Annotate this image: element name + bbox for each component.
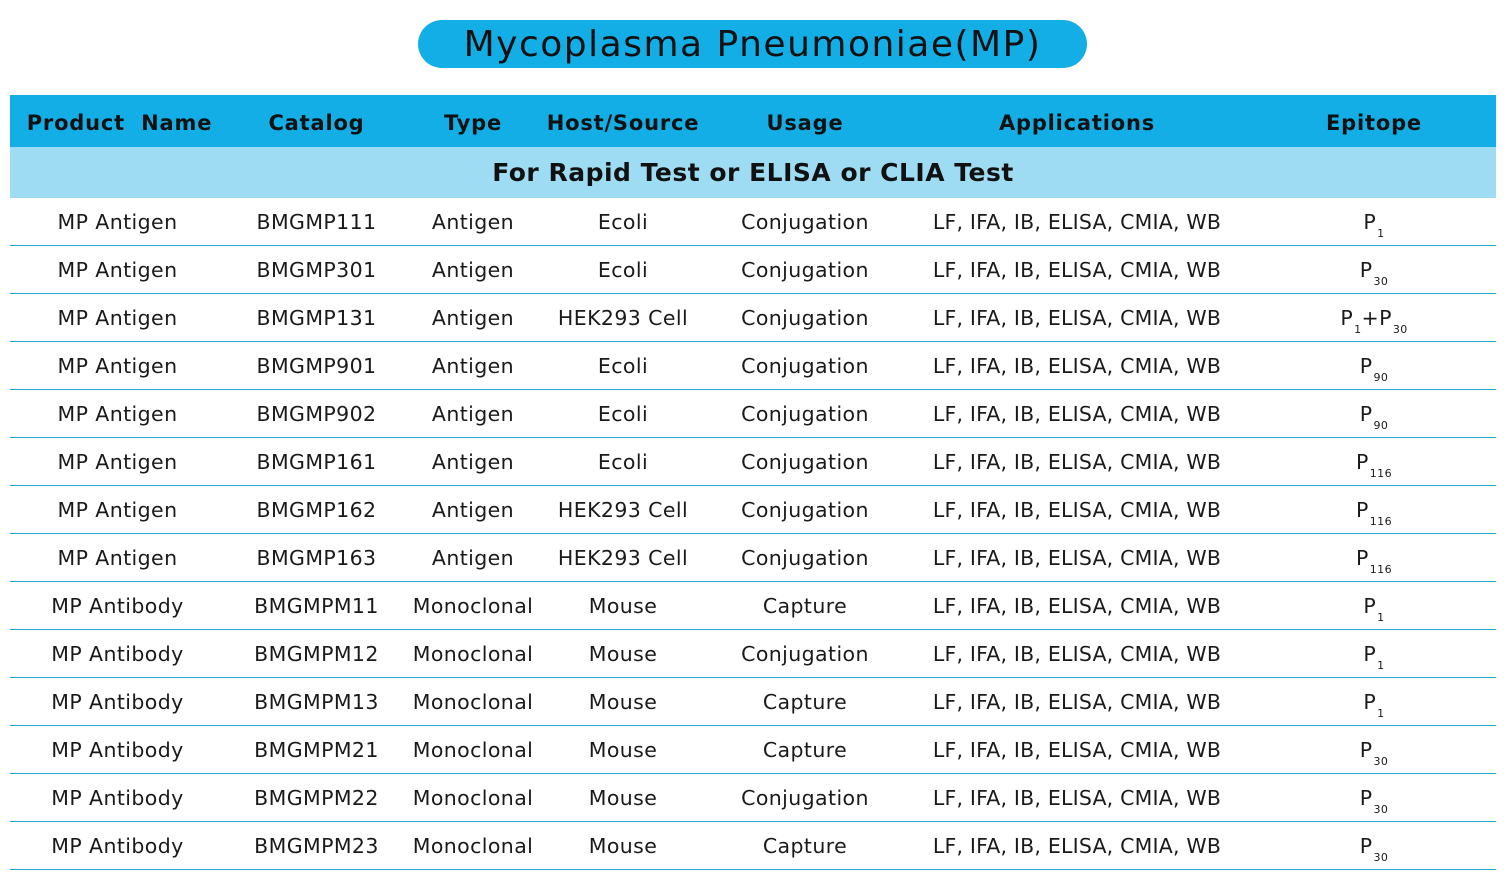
epitope-cell xyxy=(1252,630,1496,678)
catalog-cell: BMGMP301 xyxy=(225,246,408,294)
epitope-cell xyxy=(1252,726,1496,774)
catalog-cell: BMGMPM23 xyxy=(225,822,408,870)
epitope-base: P xyxy=(1359,353,1373,378)
catalog-cell: BMGMP111 xyxy=(225,198,408,246)
product-name-cell: MP Antigen xyxy=(10,534,225,582)
epitope-cell xyxy=(1252,342,1496,390)
applications-cell: LF, IFA, IB, ELISA, CMIA, WB xyxy=(902,678,1252,726)
table-row xyxy=(10,342,1496,390)
epitope-cell xyxy=(1252,486,1496,534)
table-row xyxy=(10,486,1496,534)
usage-cell: Conjugation xyxy=(708,534,902,582)
epitope-cell xyxy=(1252,678,1496,726)
page-title: Mycoplasma Pneumoniae(MP) xyxy=(418,20,1087,68)
product-table xyxy=(10,95,1496,870)
usage-cell: Conjugation xyxy=(708,294,902,342)
type-cell: Monoclonal xyxy=(408,822,538,870)
epitope-base: P xyxy=(1363,593,1377,618)
epitope-cell xyxy=(1252,198,1496,246)
table-row xyxy=(10,246,1496,294)
usage-cell: Capture xyxy=(708,582,902,630)
catalog-cell: BMGMP901 xyxy=(225,342,408,390)
table-row xyxy=(10,390,1496,438)
type-cell: Antigen xyxy=(408,390,538,438)
epitope-base: P xyxy=(1363,641,1377,666)
applications-cell: LF, IFA, IB, ELISA, CMIA, WB xyxy=(902,198,1252,246)
epitope-subscript: 90 xyxy=(1373,370,1389,384)
catalog-cell: BMGMP131 xyxy=(225,294,408,342)
host-source-cell: HEK293 Cell xyxy=(538,294,708,342)
table-row xyxy=(10,582,1496,630)
epitope-cell xyxy=(1252,438,1496,486)
epitope-base: P xyxy=(1363,689,1377,714)
product-name-cell: MP Antibody xyxy=(10,822,225,870)
epitope-subscript: 1 xyxy=(1377,610,1385,624)
table-row xyxy=(10,534,1496,582)
table-row xyxy=(10,822,1496,870)
applications-cell: LF, IFA, IB, ELISA, CMIA, WB xyxy=(902,582,1252,630)
epitope-base: P xyxy=(1359,785,1373,810)
epitope-base: P xyxy=(1359,401,1373,426)
catalog-cell: BMGMP161 xyxy=(225,438,408,486)
applications-cell: LF, IFA, IB, ELISA, CMIA, WB xyxy=(902,486,1252,534)
table-header-row xyxy=(10,95,1496,147)
catalog-cell: BMGMPM22 xyxy=(225,774,408,822)
host-source-cell: Ecoli xyxy=(538,438,708,486)
host-source-cell: Mouse xyxy=(538,822,708,870)
column-header-epitope: Epitope xyxy=(1252,95,1496,147)
table-row xyxy=(10,294,1496,342)
epitope-base: P xyxy=(1363,209,1377,234)
applications-cell: LF, IFA, IB, ELISA, CMIA, WB xyxy=(902,246,1252,294)
product-name-cell: MP Antigen xyxy=(10,486,225,534)
usage-cell: Capture xyxy=(708,726,902,774)
host-source-cell: Mouse xyxy=(538,582,708,630)
type-cell: Antigen xyxy=(408,198,538,246)
epitope-base: P xyxy=(1359,833,1373,858)
usage-cell: Capture xyxy=(708,678,902,726)
epitope-cell xyxy=(1252,246,1496,294)
usage-cell: Conjugation xyxy=(708,630,902,678)
product-name-cell: MP Antigen xyxy=(10,246,225,294)
column-header-applications: Applications xyxy=(902,95,1252,147)
type-cell: Antigen xyxy=(408,294,538,342)
host-source-cell: Ecoli xyxy=(538,390,708,438)
catalog-cell: BMGMPM11 xyxy=(225,582,408,630)
type-cell: Antigen xyxy=(408,486,538,534)
usage-cell: Conjugation xyxy=(708,438,902,486)
section-label: For Rapid Test or ELISA or CLIA Test xyxy=(10,147,1496,198)
type-cell: Antigen xyxy=(408,534,538,582)
epitope-subscript: 90 xyxy=(1373,418,1389,432)
epitope-subscript: 30 xyxy=(1373,802,1389,816)
epitope-cell xyxy=(1252,294,1496,342)
host-source-cell: Ecoli xyxy=(538,198,708,246)
catalog-cell: BMGMPM13 xyxy=(225,678,408,726)
epitope-subscript: 30 xyxy=(1373,274,1389,288)
product-name-cell: MP Antigen xyxy=(10,198,225,246)
epitope-subscript: 30 xyxy=(1373,754,1389,768)
epitope-base: P xyxy=(1359,257,1373,282)
type-cell: Monoclonal xyxy=(408,726,538,774)
epitope-cell xyxy=(1252,822,1496,870)
product-name-cell: MP Antibody xyxy=(10,582,225,630)
catalog-cell: BMGMPM21 xyxy=(225,726,408,774)
applications-cell: LF, IFA, IB, ELISA, CMIA, WB xyxy=(902,438,1252,486)
product-name-cell: MP Antibody xyxy=(10,678,225,726)
applications-cell: LF, IFA, IB, ELISA, CMIA, WB xyxy=(902,294,1252,342)
usage-cell: Conjugation xyxy=(708,486,902,534)
catalog-cell: BMGMPM12 xyxy=(225,630,408,678)
table-row xyxy=(10,774,1496,822)
table-row xyxy=(10,198,1496,246)
epitope-base: +P xyxy=(1361,305,1392,330)
table-row xyxy=(10,438,1496,486)
type-cell: Monoclonal xyxy=(408,582,538,630)
epitope-subscript: 1 xyxy=(1377,658,1385,672)
type-cell: Monoclonal xyxy=(408,774,538,822)
type-cell: Antigen xyxy=(408,438,538,486)
epitope-base: P xyxy=(1340,305,1354,330)
epitope-subscript: 116 xyxy=(1369,466,1392,480)
applications-cell: LF, IFA, IB, ELISA, CMIA, WB xyxy=(902,726,1252,774)
epitope-base: P xyxy=(1356,449,1369,474)
applications-cell: LF, IFA, IB, ELISA, CMIA, WB xyxy=(902,390,1252,438)
usage-cell: Conjugation xyxy=(708,774,902,822)
epitope-subscript: 1 xyxy=(1377,706,1385,720)
column-header-product-name: Product Name xyxy=(10,95,225,147)
epitope-cell xyxy=(1252,534,1496,582)
host-source-cell: Ecoli xyxy=(538,246,708,294)
type-cell: Monoclonal xyxy=(408,678,538,726)
host-source-cell: Ecoli xyxy=(538,342,708,390)
epitope-subscript: 30 xyxy=(1392,322,1408,336)
column-header-usage: Usage xyxy=(708,95,902,147)
usage-cell: Conjugation xyxy=(708,246,902,294)
applications-cell: LF, IFA, IB, ELISA, CMIA, WB xyxy=(902,774,1252,822)
epitope-base: P xyxy=(1356,497,1369,522)
epitope-subscript: 30 xyxy=(1373,850,1389,864)
product-name-cell: MP Antigen xyxy=(10,390,225,438)
epitope-subscript: 116 xyxy=(1369,562,1392,576)
host-source-cell: Mouse xyxy=(538,774,708,822)
catalog-cell: BMGMP163 xyxy=(225,534,408,582)
catalog-cell: BMGMP162 xyxy=(225,486,408,534)
product-name-cell: MP Antigen xyxy=(10,294,225,342)
column-header-type: Type xyxy=(408,95,538,147)
applications-cell: LF, IFA, IB, ELISA, CMIA, WB xyxy=(902,342,1252,390)
epitope-subscript: 116 xyxy=(1369,514,1392,528)
type-cell: Antigen xyxy=(408,246,538,294)
host-source-cell: Mouse xyxy=(538,726,708,774)
host-source-cell: HEK293 Cell xyxy=(538,486,708,534)
usage-cell: Capture xyxy=(708,822,902,870)
product-name-cell: MP Antibody xyxy=(10,726,225,774)
epitope-base: P xyxy=(1356,545,1369,570)
column-header-catalog: Catalog xyxy=(225,95,408,147)
table-body xyxy=(10,198,1496,870)
usage-cell: Conjugation xyxy=(708,198,902,246)
product-name-cell: MP Antigen xyxy=(10,438,225,486)
epitope-base: P xyxy=(1359,737,1373,762)
type-cell: Monoclonal xyxy=(408,630,538,678)
host-source-cell: Mouse xyxy=(538,630,708,678)
applications-cell: LF, IFA, IB, ELISA, CMIA, WB xyxy=(902,630,1252,678)
product-name-cell: MP Antibody xyxy=(10,630,225,678)
table-row xyxy=(10,678,1496,726)
catalog-cell: BMGMP902 xyxy=(225,390,408,438)
epitope-cell xyxy=(1252,774,1496,822)
epitope-subscript: 1 xyxy=(1377,226,1385,240)
column-header-host-source: Host/Source xyxy=(538,95,708,147)
section-header-row xyxy=(10,147,1496,198)
epitope-subscript: 1 xyxy=(1354,322,1362,336)
epitope-cell xyxy=(1252,390,1496,438)
type-cell: Antigen xyxy=(408,342,538,390)
product-name-cell: MP Antibody xyxy=(10,774,225,822)
applications-cell: LF, IFA, IB, ELISA, CMIA, WB xyxy=(902,822,1252,870)
epitope-cell xyxy=(1252,582,1496,630)
usage-cell: Conjugation xyxy=(708,390,902,438)
table-row xyxy=(10,630,1496,678)
host-source-cell: Mouse xyxy=(538,678,708,726)
table-row xyxy=(10,726,1496,774)
product-name-cell: MP Antigen xyxy=(10,342,225,390)
applications-cell: LF, IFA, IB, ELISA, CMIA, WB xyxy=(902,534,1252,582)
host-source-cell: HEK293 Cell xyxy=(538,534,708,582)
usage-cell: Conjugation xyxy=(708,342,902,390)
